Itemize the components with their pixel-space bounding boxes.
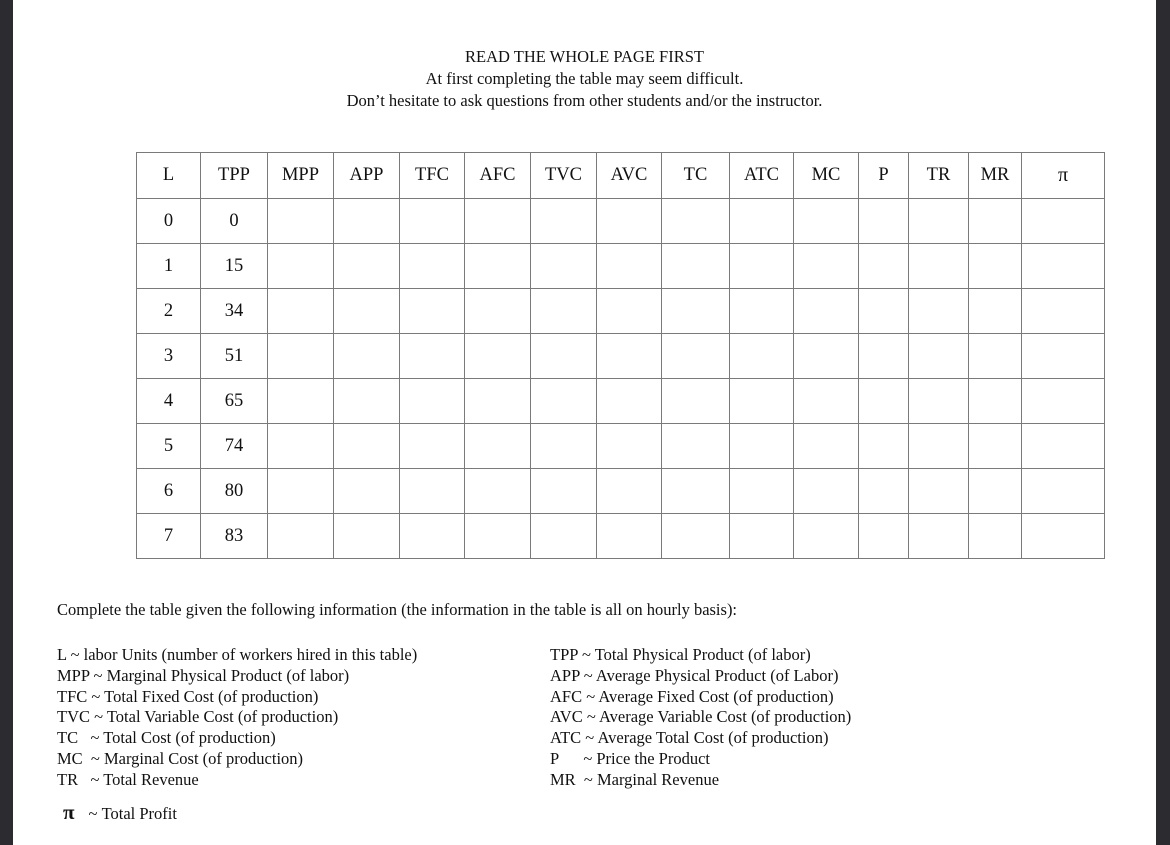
blank-answer-cell[interactable] (597, 334, 662, 379)
profit-text: ~ Total Profit (88, 804, 177, 823)
blank-answer-cell[interactable] (400, 334, 465, 379)
table-cell: 83 (201, 514, 268, 559)
table-cell: 4 (137, 379, 201, 424)
blank-answer-cell[interactable] (597, 244, 662, 289)
table-cell: 74 (201, 424, 268, 469)
table-cell: 0 (137, 199, 201, 244)
definition-item: AFC ~ Average Fixed Cost (of production) (550, 686, 834, 706)
blank-answer-cell[interactable] (334, 424, 400, 469)
blank-answer-cell[interactable] (465, 424, 531, 469)
table-cell: 6 (137, 469, 201, 514)
column-header: TFC (400, 153, 465, 199)
blank-answer-cell[interactable] (465, 379, 531, 424)
blank-answer-cell[interactable] (465, 514, 531, 559)
blank-answer-cell[interactable] (909, 244, 969, 289)
blank-answer-cell[interactable] (268, 334, 334, 379)
definition-item: APP ~ Average Physical Product (of Labor) (550, 665, 839, 685)
blank-answer-cell[interactable] (859, 379, 909, 424)
column-header: MR (969, 153, 1022, 199)
blank-answer-cell[interactable] (1022, 514, 1105, 559)
blank-answer-cell[interactable] (531, 289, 597, 334)
blank-answer-cell[interactable] (465, 334, 531, 379)
blank-answer-cell[interactable] (969, 379, 1022, 424)
blank-answer-cell[interactable] (859, 469, 909, 514)
table-cell: 0 (201, 199, 268, 244)
blank-answer-cell[interactable] (909, 289, 969, 334)
blank-answer-cell[interactable] (662, 514, 730, 559)
blank-answer-cell[interactable] (465, 469, 531, 514)
blank-answer-cell[interactable] (400, 289, 465, 334)
table-cell: 1 (137, 244, 201, 289)
definition-item: TFC ~ Total Fixed Cost (of production) (57, 686, 319, 706)
blank-answer-cell[interactable] (400, 244, 465, 289)
blank-answer-cell[interactable] (1022, 469, 1105, 514)
table-row (137, 289, 1105, 334)
definition-item: ATC ~ Average Total Cost (of production) (550, 728, 829, 748)
column-header: TC (662, 153, 730, 199)
blank-answer-cell[interactable] (1022, 424, 1105, 469)
blank-answer-cell[interactable] (969, 514, 1022, 559)
page-header (13, 46, 1156, 112)
blank-answer-cell[interactable] (969, 334, 1022, 379)
blank-answer-cell[interactable] (909, 379, 969, 424)
blank-answer-cell[interactable] (597, 469, 662, 514)
blank-answer-cell[interactable] (969, 244, 1022, 289)
blank-answer-cell[interactable] (794, 244, 859, 289)
blank-answer-cell[interactable] (597, 289, 662, 334)
definition-item: AVC ~ Average Variable Cost (of production) (550, 707, 852, 727)
column-header: P (859, 153, 909, 199)
definition-item: TC ~ Total Cost (of production) (57, 728, 276, 748)
definition-item: TR ~ Total Revenue (57, 769, 199, 789)
blank-answer-cell[interactable] (794, 199, 859, 244)
blank-answer-cell[interactable] (794, 469, 859, 514)
definition-item: TPP ~ Total Physical Product (of labor) (550, 645, 811, 664)
blank-answer-cell[interactable] (909, 514, 969, 559)
table-cell: 2 (137, 289, 201, 334)
blank-answer-cell[interactable] (268, 469, 334, 514)
blank-answer-cell[interactable] (334, 514, 400, 559)
column-header: AFC (465, 153, 531, 199)
column-header: APP (334, 153, 400, 199)
blank-answer-cell[interactable] (859, 244, 909, 289)
table-cell: 34 (201, 289, 268, 334)
column-header: ATC (730, 153, 794, 199)
definitions-left (57, 645, 417, 791)
table-cell: 7 (137, 514, 201, 559)
table-cell: 80 (201, 469, 268, 514)
blank-answer-cell[interactable] (662, 199, 730, 244)
definitions-right (550, 645, 851, 791)
table-body (137, 199, 1105, 559)
blank-answer-cell[interactable] (531, 244, 597, 289)
blank-answer-cell[interactable] (400, 469, 465, 514)
blank-answer-cell[interactable] (531, 469, 597, 514)
blank-answer-cell[interactable] (268, 244, 334, 289)
column-header: TVC (531, 153, 597, 199)
blank-answer-cell[interactable] (597, 199, 662, 244)
blank-answer-cell[interactable] (730, 469, 794, 514)
blank-answer-cell[interactable] (400, 199, 465, 244)
blank-answer-cell[interactable] (662, 244, 730, 289)
column-header: MC (794, 153, 859, 199)
header-note: Don’t hesitate to ask questions from other students and/or the instructor. (346, 91, 823, 110)
blank-answer-cell[interactable] (730, 424, 794, 469)
table-row (137, 244, 1105, 289)
table-row (137, 469, 1105, 514)
blank-answer-cell[interactable] (909, 469, 969, 514)
blank-answer-cell[interactable] (909, 334, 969, 379)
column-header: L (137, 153, 201, 199)
blank-answer-cell[interactable] (334, 469, 400, 514)
blank-answer-cell[interactable] (531, 199, 597, 244)
blank-answer-cell[interactable] (334, 244, 400, 289)
blank-answer-cell[interactable] (465, 289, 531, 334)
blank-answer-cell[interactable] (334, 334, 400, 379)
blank-answer-cell[interactable] (909, 199, 969, 244)
blank-answer-cell[interactable] (400, 379, 465, 424)
table-row (137, 424, 1105, 469)
cost-table (136, 152, 1105, 559)
profit-definition (63, 800, 177, 825)
blank-answer-cell[interactable] (730, 289, 794, 334)
blank-answer-cell[interactable] (859, 334, 909, 379)
header-title: READ THE WHOLE PAGE FIRST (465, 47, 704, 66)
column-header: AVC (597, 153, 662, 199)
blank-answer-cell[interactable] (662, 379, 730, 424)
blank-answer-cell[interactable] (1022, 199, 1105, 244)
document-page (13, 0, 1156, 845)
blank-answer-cell[interactable] (268, 379, 334, 424)
blank-answer-cell[interactable] (662, 334, 730, 379)
blank-answer-cell[interactable] (334, 289, 400, 334)
blank-answer-cell[interactable] (662, 469, 730, 514)
definition-item: TVC ~ Total Variable Cost (of production) (57, 707, 339, 727)
column-header-profit: π (1022, 153, 1105, 199)
table-header-row (137, 153, 1105, 199)
blank-answer-cell[interactable] (1022, 379, 1105, 424)
blank-answer-cell[interactable] (794, 334, 859, 379)
table-cell: 5 (137, 424, 201, 469)
blank-answer-cell[interactable] (859, 199, 909, 244)
blank-answer-cell[interactable] (1022, 244, 1105, 289)
blank-answer-cell[interactable] (597, 379, 662, 424)
blank-answer-cell[interactable] (531, 379, 597, 424)
table-row (137, 379, 1105, 424)
blank-answer-cell[interactable] (969, 469, 1022, 514)
blank-answer-cell[interactable] (730, 244, 794, 289)
blank-answer-cell[interactable] (662, 289, 730, 334)
column-header: MPP (268, 153, 334, 199)
table-cell: 65 (201, 379, 268, 424)
blank-answer-cell[interactable] (730, 199, 794, 244)
blank-answer-cell[interactable] (268, 289, 334, 334)
blank-answer-cell[interactable] (1022, 334, 1105, 379)
blank-answer-cell[interactable] (1022, 289, 1105, 334)
definition-item: MC ~ Marginal Cost (of production) (57, 748, 304, 768)
blank-answer-cell[interactable] (859, 289, 909, 334)
blank-answer-cell[interactable] (859, 514, 909, 559)
blank-answer-cell[interactable] (969, 199, 1022, 244)
blank-answer-cell[interactable] (662, 424, 730, 469)
blank-answer-cell[interactable] (400, 514, 465, 559)
blank-answer-cell[interactable] (465, 199, 531, 244)
definition-item: MR ~ Marginal Revenue (550, 769, 720, 789)
blank-answer-cell[interactable] (969, 289, 1022, 334)
blank-answer-cell[interactable] (730, 514, 794, 559)
table-row (137, 514, 1105, 559)
blank-answer-cell[interactable] (597, 424, 662, 469)
blank-answer-cell[interactable] (334, 199, 400, 244)
blank-answer-cell[interactable] (730, 379, 794, 424)
blank-answer-cell[interactable] (531, 514, 597, 559)
profit-symbol: π (63, 800, 75, 824)
instructions-intro: Complete the table given the following information (the information in the table is all on hourly basis): (57, 600, 738, 619)
blank-answer-cell[interactable] (730, 334, 794, 379)
blank-answer-cell[interactable] (794, 514, 859, 559)
blank-answer-cell[interactable] (531, 424, 597, 469)
definition-item: L ~ labor Units (number of workers hired in this table) (57, 645, 418, 664)
table-row (137, 199, 1105, 244)
blank-answer-cell[interactable] (794, 424, 859, 469)
blank-answer-cell[interactable] (597, 514, 662, 559)
definition-item: MPP ~ Marginal Physical Product (of labor) (57, 665, 350, 685)
blank-answer-cell[interactable] (334, 379, 400, 424)
blank-answer-cell[interactable] (465, 244, 531, 289)
blank-answer-cell[interactable] (859, 424, 909, 469)
blank-answer-cell[interactable] (400, 424, 465, 469)
blank-answer-cell[interactable] (268, 424, 334, 469)
column-header: TR (909, 153, 969, 199)
blank-answer-cell[interactable] (268, 199, 334, 244)
table-row (137, 334, 1105, 379)
header-subtitle: At first completing the table may seem difficult. (425, 69, 744, 88)
blank-answer-cell[interactable] (794, 289, 859, 334)
table-cell: 51 (201, 334, 268, 379)
blank-answer-cell[interactable] (268, 514, 334, 559)
blank-answer-cell[interactable] (531, 334, 597, 379)
blank-answer-cell[interactable] (909, 424, 969, 469)
table-cell: 15 (201, 244, 268, 289)
blank-answer-cell[interactable] (794, 379, 859, 424)
definition-item: P ~ Price the Product (550, 748, 711, 768)
column-header: TPP (201, 153, 268, 199)
table-cell: 3 (137, 334, 201, 379)
blank-answer-cell[interactable] (969, 424, 1022, 469)
